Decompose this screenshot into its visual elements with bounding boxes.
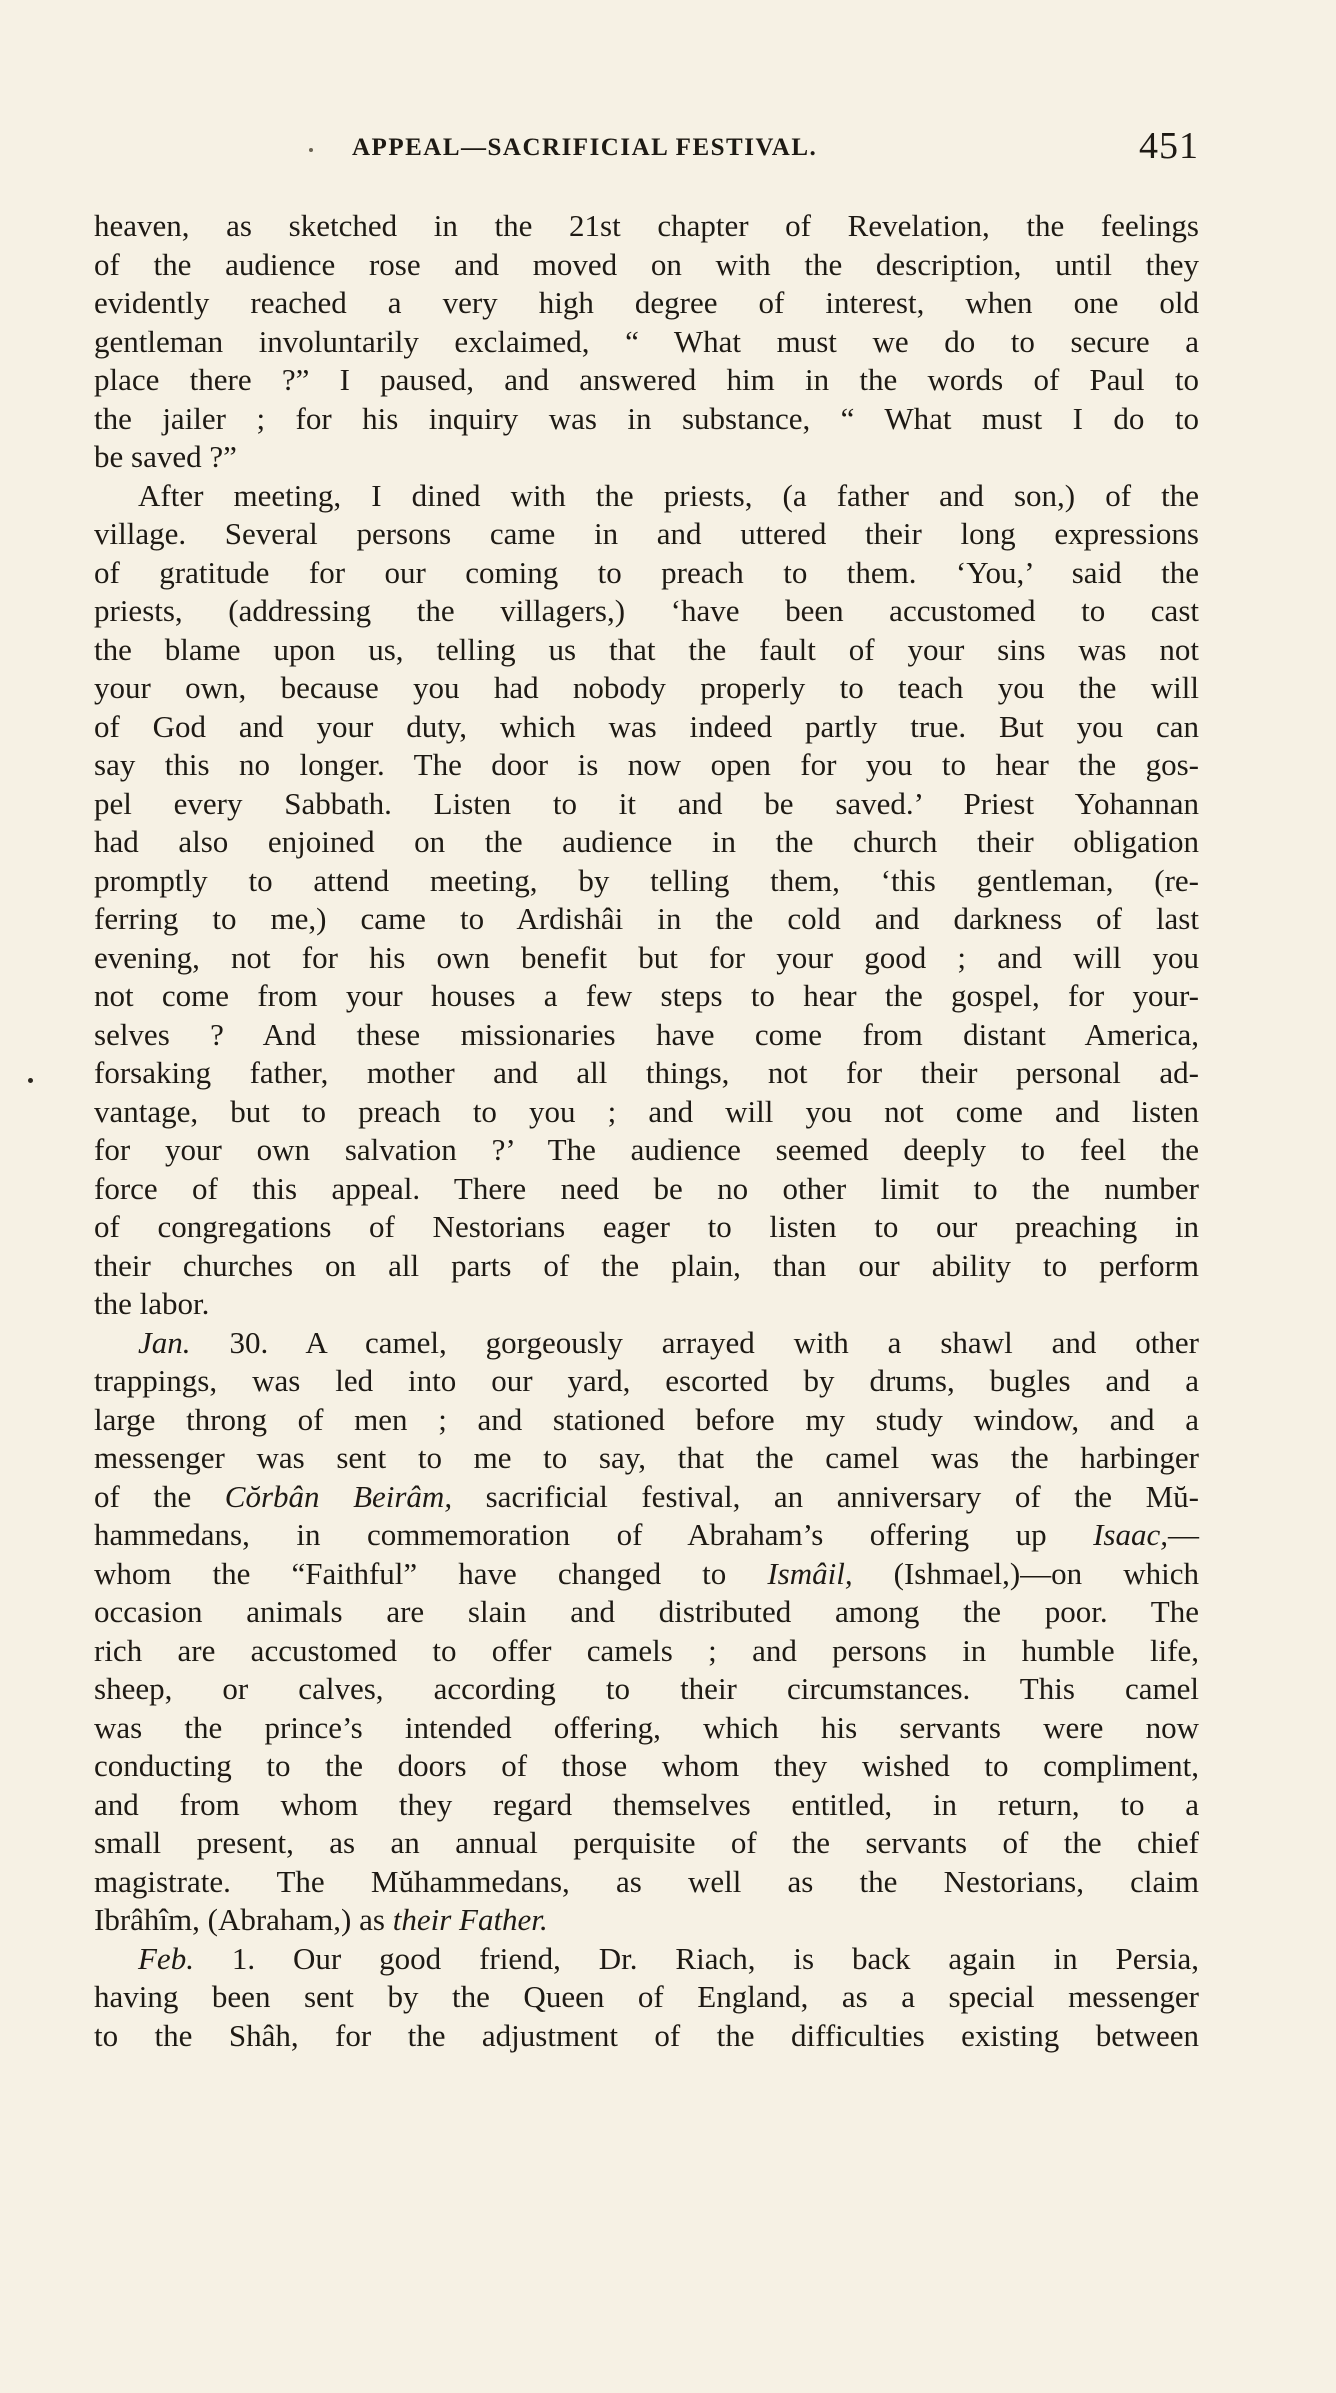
date-label: Jan. <box>138 1324 191 1360</box>
line-segment: your own, because you had nobody properly to teach you the will <box>94 670 1199 705</box>
text-line <box>94 477 1199 516</box>
line-segment: small present, as an annual perquisite of the servants of the chief <box>94 1825 1199 1860</box>
line-segment: ferring to me,) came to Ardishâi in the cold and darkness of last <box>94 901 1199 936</box>
line-segment: of God and your duty, which was indeed partly true. But you can <box>94 708 1199 744</box>
text-line <box>94 746 1199 785</box>
text-line <box>94 515 1199 554</box>
line-segment: their churches on all parts of the plain, than our ability to perform <box>94 1247 1199 1283</box>
text-line <box>94 1478 1199 1517</box>
text-line <box>94 900 1199 939</box>
line-segment: heaven, as sketched in the 21st chapter of Revelation, the feelings <box>94 208 1199 243</box>
line-segment: not come from your houses a few steps to hear the gospel, for your- <box>94 978 1199 1013</box>
line-segment: pel every Sabbath. Listen to it and be saved.’ Priest Yohannan <box>94 785 1199 821</box>
line-segment: sheep, or calves, according to their circumstances. This camel <box>94 1671 1199 1706</box>
text-line <box>94 2017 1199 2056</box>
text-line <box>94 1863 1199 1902</box>
line-segment: of congregations of Nestorians eager to listen to our preaching in <box>94 1209 1199 1244</box>
line-segment: priests, (addressing the villagers,) ‘have been accustomed to cast <box>94 593 1199 628</box>
line-segment: of the <box>94 1478 225 1514</box>
line-segment: Ibrâhîm, (Abraham,) as <box>94 1902 393 1937</box>
line-segment: — <box>1168 1517 1199 1552</box>
text-line <box>94 438 1199 477</box>
line-segment: whom the “Faithful” have changed to <box>94 1555 768 1591</box>
text-line <box>94 361 1199 400</box>
text-line <box>94 1940 1199 1979</box>
text-line <box>94 554 1199 593</box>
text-line <box>94 284 1199 323</box>
text-line <box>94 1208 1199 1247</box>
text-line <box>94 323 1199 362</box>
line-segment: 1. Our good friend, Dr. Riach, is back again in Persia, <box>193 1940 1199 1976</box>
text-line <box>94 246 1199 285</box>
italic-term: their Father. <box>392 1902 548 1937</box>
text-line <box>94 592 1199 631</box>
text-line <box>94 939 1199 978</box>
line-segment: to the Shâh, for the adjustment of the difficulties existing between <box>94 2017 1199 2053</box>
page-number: 451 <box>1139 125 1199 167</box>
line-segment: magistrate. The Mŭhammedans, as well as the Nestorians, claim <box>94 1863 1199 1899</box>
text-line <box>94 1786 1199 1825</box>
text-line <box>94 1054 1199 1093</box>
line-segment: village. Several persons came in and uttered their long expressions <box>94 516 1199 551</box>
line-segment: and from whom they regard themselves entitled, in return, to a <box>94 1786 1199 1822</box>
text-line <box>94 1632 1199 1671</box>
line-segment: of the audience rose and moved on with the description, until they <box>94 246 1199 282</box>
line-segment: had also enjoined on the audience in the church their obligation <box>94 824 1199 859</box>
line-segment: 30. A camel, gorgeously arrayed with a shawl and other <box>190 1324 1199 1360</box>
line-segment: rich are accustomed to offer camels ; and persons in humble life, <box>94 1632 1199 1668</box>
text-line <box>94 1170 1199 1209</box>
text-line <box>94 669 1199 708</box>
text-line <box>94 1709 1199 1748</box>
italic-term: Isaac, <box>1093 1517 1168 1552</box>
text-line <box>94 1324 1199 1363</box>
text-line <box>94 1362 1199 1401</box>
line-segment: promptly to attend meeting, by telling them, ‘this gentleman, (re- <box>94 862 1199 898</box>
line-segment: conducting to the doors of those whom they wished to compliment, <box>94 1748 1199 1783</box>
line-segment: the blame upon us, telling us that the fault of your sins was not <box>94 631 1199 667</box>
line-segment: place there ?” I paused, and answered him in the words of Paul to <box>94 362 1199 397</box>
line-segment: for your own salvation ?’ The audience seemed deeply to feel the <box>94 1132 1199 1167</box>
text-line <box>94 1901 1199 1940</box>
line-segment: be saved ?” <box>94 439 237 474</box>
running-title: APPEAL—SACRIFICIAL FESTIVAL. <box>352 134 818 161</box>
text-line <box>94 1247 1199 1286</box>
line-segment: say this no longer. The door is now open for you to hear the gos- <box>94 747 1199 782</box>
text-line <box>94 1824 1199 1863</box>
line-segment: occasion animals are slain and distributed among the poor. The <box>94 1594 1199 1629</box>
line-segment: was the prince’s intended offering, which his servants were now <box>94 1709 1199 1745</box>
line-segment: of gratitude for our coming to preach to them. ‘You,’ said the <box>94 554 1199 590</box>
line-segment: selves ? And these missionaries have come from distant America, <box>94 1016 1199 1052</box>
line-segment: messenger was sent to me to say, that the camel was the harbinger <box>94 1440 1199 1475</box>
text-line <box>94 1016 1199 1055</box>
line-segment: trappings, was led into our yard, escorted by drums, bugles and a <box>94 1363 1199 1398</box>
margin-mark <box>28 1078 33 1083</box>
text-line <box>94 1747 1199 1786</box>
line-segment: hammedans, in commemoration of Abraham’s offering up <box>94 1517 1094 1552</box>
line-segment: vantage, but to preach to you ; and will you not come and listen <box>94 1093 1199 1129</box>
running-head <box>94 124 1199 174</box>
line-segment: After meeting, I dined with the priests, (a father and son,) of the <box>138 477 1199 513</box>
line-segment: evidently reached a very high degree of interest, when one old <box>94 285 1199 320</box>
body-text <box>94 207 1199 2055</box>
line-segment: (Ishmael,)—on which <box>852 1555 1199 1591</box>
line-segment: sacrificial festival, an anniversary of the Mŭ- <box>452 1478 1199 1514</box>
text-line <box>94 1555 1199 1594</box>
text-line <box>94 1670 1199 1709</box>
text-line <box>94 1401 1199 1440</box>
text-line <box>94 708 1199 747</box>
text-line <box>94 1131 1199 1170</box>
text-line <box>94 977 1199 1016</box>
text-line <box>94 785 1199 824</box>
text-line <box>94 862 1199 901</box>
line-segment: forsaking father, mother and all things, not for their personal ad- <box>94 1055 1199 1090</box>
text-line <box>94 1593 1199 1632</box>
text-line <box>94 823 1199 862</box>
line-segment: having been sent by the Queen of England, as a special messenger <box>94 1979 1199 2014</box>
text-line <box>94 207 1199 246</box>
text-line <box>94 1978 1199 2017</box>
line-segment: gentleman involuntarily exclaimed, “ What must we do to secure a <box>94 323 1199 359</box>
text-line <box>94 1439 1199 1478</box>
text-line <box>94 1285 1199 1324</box>
text-line <box>94 400 1199 439</box>
line-segment: the jailer ; for his inquiry was in substance, “ What must I do to <box>94 400 1199 436</box>
line-segment: the labor. <box>94 1286 210 1321</box>
text-line <box>94 1093 1199 1132</box>
line-segment: evening, not for his own benefit but for your good ; and will you <box>94 939 1199 975</box>
line-segment: large throng of men ; and stationed before my study window, and a <box>94 1401 1199 1437</box>
italic-term: Cŏrbân Beirâm, <box>224 1478 453 1514</box>
text-line <box>94 631 1199 670</box>
text-line <box>94 1516 1199 1555</box>
line-segment: force of this appeal. There need be no other limit to the number <box>94 1170 1199 1206</box>
date-label: Feb. <box>138 1940 194 1976</box>
italic-term: Ismâil, <box>767 1555 853 1591</box>
